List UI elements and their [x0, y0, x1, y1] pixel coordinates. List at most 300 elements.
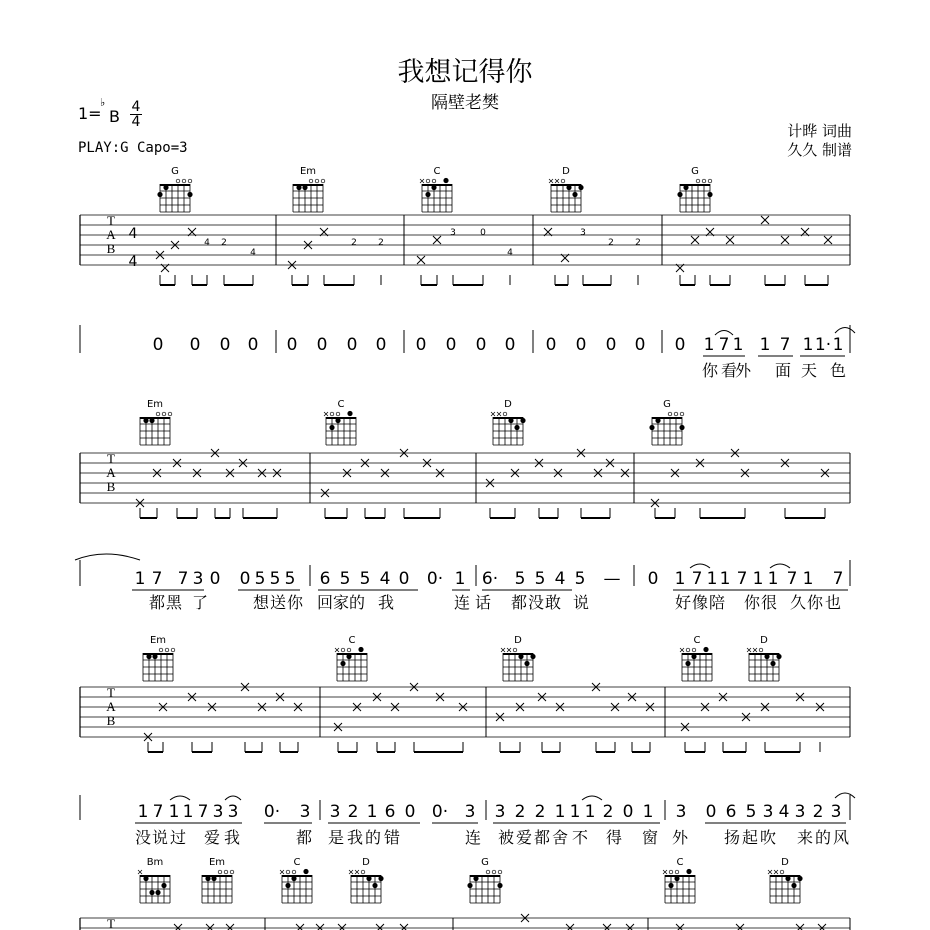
jianpu-note: 7: [718, 335, 730, 355]
tab-note-mark: [824, 236, 832, 244]
lyric-char: 我: [223, 828, 241, 847]
chord-finger-dot: [335, 418, 340, 423]
jianpu-note: 6: [384, 802, 396, 822]
chord-name: D: [504, 399, 512, 410]
jianpu-note: 3: [794, 802, 806, 822]
chord-diagram-g: [157, 166, 192, 212]
chord-finger-dot: [797, 876, 802, 881]
chord-name: G: [663, 399, 671, 410]
tab-clef-letter: A: [106, 699, 116, 714]
lyric-char: 都: [510, 593, 528, 612]
jianpu-note: 7: [152, 802, 164, 822]
chord-open-string: [156, 412, 160, 416]
jianpu-note: 0: [239, 569, 251, 589]
jianpu-note: 4: [554, 569, 566, 589]
chord-open-string: [702, 179, 706, 183]
jianpu-note: 7: [832, 569, 844, 589]
lyric-char: 敢: [544, 593, 562, 612]
lyric-char: 都: [533, 828, 551, 847]
chord-finger-dot: [514, 425, 519, 430]
chord-finger-dot: [578, 185, 583, 190]
chord-finger-dot: [155, 890, 160, 895]
lyric-char: 窗: [641, 828, 659, 847]
lyric-char: 想: [252, 593, 270, 612]
slur-tie: [582, 796, 602, 800]
slur-tie: [170, 796, 190, 800]
lyric-char: 色: [829, 361, 847, 380]
jianpu-note: 1: [802, 569, 814, 589]
chord-finger-dot: [668, 883, 673, 888]
tab-note-mark: [566, 924, 574, 930]
lyric-char: 家: [332, 593, 350, 612]
chord-finger-dot: [785, 876, 790, 881]
lyric-char: 很: [760, 593, 778, 612]
chord-finger-dot: [211, 876, 216, 881]
tab-fret-number: 2: [635, 238, 641, 248]
chord-name: D: [562, 166, 570, 177]
jianpu-note: 1: [134, 569, 146, 589]
tab-staff-row4: [80, 916, 850, 930]
chord-finger-dot: [161, 883, 166, 888]
chord-open-string: [292, 870, 296, 874]
jianpu-note: 5: [574, 569, 586, 589]
chord-open-string: [759, 648, 763, 652]
chord-finger-dot: [703, 647, 708, 652]
lyric-char: 了: [191, 593, 209, 612]
jianpu-note: 3: [329, 802, 341, 822]
chord-finger-dot: [530, 654, 535, 659]
jianpu-note: 3: [830, 802, 842, 822]
chord-finger-dot: [674, 876, 679, 881]
chord-diagram-d: [501, 635, 536, 681]
chord-nut: [326, 417, 356, 419]
jianpu-note: 0: [545, 335, 557, 355]
chord-diagram-em: [140, 399, 172, 445]
lyric-char: 回: [316, 593, 334, 612]
lyric-char: 说: [572, 593, 590, 612]
lyric-char: 都: [295, 828, 313, 847]
lyric-char: 久: [789, 593, 807, 612]
jianpu-note: 2: [812, 802, 824, 822]
song-title: 我想记得你: [397, 57, 533, 88]
chord-open-string: [168, 412, 172, 416]
slur-tie: [75, 554, 140, 560]
chord-name: Bm: [146, 857, 164, 868]
transcriber-credit: 久久 制谱: [787, 141, 852, 159]
tab-fret-number: 2: [351, 238, 357, 248]
jianpu-note: 1: [168, 802, 180, 822]
key-prefix: 1=: [78, 104, 102, 123]
jianpu-note: 7: [151, 569, 163, 589]
lyric-char: 看: [720, 361, 738, 380]
lyric-char: 起: [741, 828, 759, 847]
tab-note-mark: [316, 924, 324, 930]
jianpu-note: 3: [762, 802, 774, 822]
jianpu-note: 5: [339, 569, 351, 589]
jianpu-note: 2: [602, 802, 614, 822]
tab-clef-letter: T: [107, 916, 115, 930]
chord-open-string: [309, 179, 313, 183]
time-signature-bottom: 4: [131, 114, 141, 130]
jianpu-note: 0: [575, 335, 587, 355]
chord-finger-dot: [520, 418, 525, 423]
jianpu-note: 0: [398, 569, 410, 589]
tab-fret-number: 4: [507, 248, 513, 258]
chord-name: C: [693, 635, 701, 646]
chord-open-string: [347, 648, 351, 652]
jianpu-note: 6: [319, 569, 331, 589]
tab-clef-letter: B: [106, 479, 116, 494]
jianpu-note: 0·: [431, 802, 449, 822]
lyric-char: 外: [671, 828, 689, 847]
chord-finger-dot: [679, 425, 684, 430]
chord-nut: [282, 875, 312, 877]
chord-open-string: [674, 412, 678, 416]
lyric-char: 像: [691, 593, 709, 612]
chord-diagram-em: [293, 166, 325, 212]
jianpu-note: 1: [569, 802, 581, 822]
lyric-char: 过: [169, 828, 187, 847]
jianpu-note: 7: [786, 569, 798, 589]
jianpu-note: —: [603, 569, 621, 589]
lyric-char: 外: [734, 361, 752, 380]
chord-finger-dot: [143, 418, 148, 423]
chord-name: C: [348, 635, 356, 646]
chord-nut: [682, 653, 712, 655]
jianpu-note: 7: [197, 802, 209, 822]
jianpu-note: 1: [642, 802, 654, 822]
lyric-char: 陪: [708, 593, 726, 612]
jianpu-note: 4: [778, 802, 790, 822]
tab-clef-letter: A: [106, 465, 116, 480]
time-signature-top: 4: [131, 99, 141, 115]
jianpu-note: 1·: [814, 335, 832, 355]
tab-note-mark: [206, 924, 214, 930]
chord-finger-dot: [152, 654, 157, 659]
chord-open-string: [171, 648, 175, 652]
chord-finger-dot: [443, 178, 448, 183]
chord-finger-dot: [473, 876, 478, 881]
chord-finger-dot: [683, 185, 688, 190]
chord-open-string: [176, 179, 180, 183]
slur-tie: [770, 564, 790, 568]
lyric-char: 说: [151, 828, 169, 847]
chord-nut: [337, 653, 367, 655]
lyric-char: 好: [674, 593, 692, 612]
chord-open-string: [162, 412, 166, 416]
chord-diagram-d: [747, 635, 782, 681]
chord-diagram-bm: [138, 857, 170, 903]
tab-clef-letter: T: [107, 213, 115, 228]
jianpu-note: 1: [802, 335, 814, 355]
chord-diagram-d: [349, 857, 384, 903]
chord-open-string: [680, 412, 684, 416]
lyric-char: 的: [814, 828, 832, 847]
chord-name: G: [481, 857, 489, 868]
chord-finger-dot: [291, 876, 296, 881]
tab-note-mark: [603, 924, 611, 930]
jianpu-note: 1: [706, 569, 718, 589]
chord-open-string: [692, 648, 696, 652]
chord-diagram-c: [280, 857, 312, 903]
chord-open-string: [503, 412, 507, 416]
chord-finger-dot: [431, 185, 436, 190]
jianpu-note: 4: [379, 569, 391, 589]
tab-note-mark: [781, 236, 789, 244]
jianpu-note: 5: [269, 569, 281, 589]
lyric-char: 你: [701, 361, 719, 380]
chord-nut: [503, 653, 533, 655]
jianpu-note: 0: [674, 335, 686, 355]
chord-finger-dot: [372, 883, 377, 888]
chord-finger-dot: [285, 883, 290, 888]
chord-name: C: [337, 399, 345, 410]
jianpu-note: 0: [605, 335, 617, 355]
chord-finger-dot: [347, 411, 352, 416]
chord-finger-dot: [649, 425, 654, 430]
singer-name: 隔壁老樊: [431, 93, 499, 113]
chord-finger-dot: [157, 192, 162, 197]
jianpu-note: 1: [719, 569, 731, 589]
tab-note-mark: [174, 924, 182, 930]
jianpu-note: 5: [359, 569, 371, 589]
chord-finger-dot: [378, 876, 383, 881]
jianpu-note: 0·: [426, 569, 444, 589]
jianpu-note: 0: [415, 335, 427, 355]
lyric-char: 得: [605, 828, 623, 847]
jianpu-note: 5: [534, 569, 546, 589]
chord-finger-dot: [677, 192, 682, 197]
chord-finger-dot: [685, 661, 690, 666]
chord-diagram-g: [649, 399, 684, 445]
chord-finger-dot: [791, 883, 796, 888]
chord-open-string: [513, 648, 517, 652]
chord-name: C: [293, 857, 301, 868]
chord-open-string: [696, 179, 700, 183]
chord-open-string: [165, 648, 169, 652]
tab-note-mark: [226, 924, 234, 930]
jianpu-note: 3: [464, 802, 476, 822]
jianpu-note: 6·: [481, 569, 499, 589]
chord-diagram-c: [324, 399, 356, 445]
chord-finger-dot: [346, 654, 351, 659]
lyric-char: 错: [383, 828, 401, 847]
lyric-char: 话: [474, 593, 492, 612]
lyric-char: 没: [134, 828, 152, 847]
tab-time-bottom: 4: [128, 254, 138, 270]
jianpu-note: 0: [622, 802, 634, 822]
chord-diagram-em: [202, 857, 234, 903]
chord-diagram-c: [420, 166, 452, 212]
chord-diagram-d: [549, 166, 584, 212]
jianpu-note: 0: [475, 335, 487, 355]
jianpu-note: 3: [212, 802, 224, 822]
chord-finger-dot: [497, 883, 502, 888]
chord-finger-dot: [524, 661, 529, 666]
chord-open-string: [361, 870, 365, 874]
lyric-char: 不: [571, 828, 589, 847]
chord-diagram-d: [491, 399, 526, 445]
chord-nut: [551, 184, 581, 186]
lyric-char: 的: [364, 828, 382, 847]
chord-nut: [351, 875, 381, 877]
lyric-char: 也: [824, 593, 842, 612]
jianpu-note: 0·: [263, 802, 281, 822]
chord-name: D: [514, 635, 522, 646]
jianpu-note: 3: [299, 802, 311, 822]
chord-finger-dot: [366, 876, 371, 881]
tab-clef-letter: A: [106, 227, 116, 242]
chord-name: D: [781, 857, 789, 868]
lyric-char: 扬: [723, 828, 741, 847]
jianpu-note: 3: [227, 802, 239, 822]
chord-finger-dot: [764, 654, 769, 659]
lyric-char: 是: [327, 828, 345, 847]
jianpu-note: 5: [514, 569, 526, 589]
jianpu-note: 3: [192, 569, 204, 589]
lyric-char: 面: [774, 361, 792, 380]
lyric-char: 天: [800, 361, 818, 380]
jianpu-note: 1: [732, 335, 744, 355]
jianpu-note: 0: [209, 569, 221, 589]
chord-name: G: [171, 166, 179, 177]
play-capo-info: PLAY:G Capo=3: [78, 140, 188, 156]
chord-finger-dot: [467, 883, 472, 888]
jianpu-note: 1: [674, 569, 686, 589]
jianpu-note: 7: [691, 569, 703, 589]
jianpu-note: 0: [316, 335, 328, 355]
jianpu-note: 1: [703, 335, 715, 355]
chord-name: C: [676, 857, 684, 868]
jianpu-note: 1: [137, 802, 149, 822]
tab-note-mark: [400, 924, 408, 930]
lyric-char: 的: [348, 593, 366, 612]
tab-time-top: 4: [128, 226, 138, 242]
chord-open-string: [686, 648, 690, 652]
lyric-char: 爱: [515, 828, 533, 847]
chord-finger-dot: [149, 890, 154, 895]
chord-diagram-g: [677, 166, 712, 212]
chord-open-string: [159, 648, 163, 652]
chord-open-string: [675, 870, 679, 874]
chord-finger-dot: [518, 654, 523, 659]
chord-open-string: [668, 412, 672, 416]
jianpu-note: 5: [745, 802, 757, 822]
jianpu-note: 7: [736, 569, 748, 589]
jianpu-note: 0: [705, 802, 717, 822]
slur-tie: [690, 564, 710, 568]
jianpu-note: 0: [375, 335, 387, 355]
jianpu-note: 0: [247, 335, 259, 355]
jianpu-note: 1: [759, 335, 771, 355]
jianpu-note: 6: [725, 802, 737, 822]
chord-diagram-em: [143, 635, 175, 681]
chord-name: G: [691, 166, 699, 177]
jianpu-note: 5: [254, 569, 266, 589]
jianpu-note: 1: [832, 335, 844, 355]
chord-finger-dot: [303, 869, 308, 874]
tab-note-mark: [376, 924, 384, 930]
chord-nut: [749, 653, 779, 655]
lyric-char: 被: [497, 828, 515, 847]
lyric-char: 都: [148, 593, 166, 612]
chord-open-string: [315, 179, 319, 183]
jianpu-note: 3: [675, 802, 687, 822]
jianpu-note: 0: [647, 569, 659, 589]
chord-open-string: [224, 870, 228, 874]
tab-note-mark: [626, 924, 634, 930]
chord-name: Em: [149, 635, 167, 646]
slur-tie: [835, 793, 855, 798]
chord-open-string: [780, 870, 784, 874]
jianpu-note: 2: [514, 802, 526, 822]
chord-finger-dot: [707, 192, 712, 197]
lyric-char: 我: [346, 828, 364, 847]
chord-name: D: [362, 857, 370, 868]
chord-open-string: [182, 179, 186, 183]
lyric-char: 没: [527, 593, 545, 612]
tab-note-mark: [736, 924, 744, 930]
tab-note-mark: [338, 924, 346, 930]
chord-open-string: [708, 179, 712, 183]
tab-note-mark: [818, 924, 826, 930]
tab-note-mark: [676, 924, 684, 930]
jianpu-note: 1: [182, 802, 194, 822]
chord-finger-dot: [572, 192, 577, 197]
tab-note-mark: [417, 256, 425, 264]
chord-finger-dot: [425, 192, 430, 197]
jianpu-note: 2: [347, 802, 359, 822]
jianpu-note: 1: [584, 802, 596, 822]
chord-finger-dot: [508, 418, 513, 423]
jianpu-note: 0: [445, 335, 457, 355]
lyric-char: 风: [832, 828, 850, 847]
key-note: B: [109, 107, 120, 126]
jianpu-note: 1: [454, 569, 466, 589]
chord-open-string: [321, 179, 325, 183]
lyric-char: 你: [743, 593, 761, 612]
tab-fret-number: 3: [450, 228, 456, 238]
tab-fret-number: 3: [580, 228, 586, 238]
chord-name: D: [760, 635, 768, 646]
chord-open-string: [336, 412, 340, 416]
chord-finger-dot: [163, 185, 168, 190]
chord-open-string: [286, 870, 290, 874]
chord-diagram-d: [768, 857, 803, 903]
lyricist-credit: 计晔 词曲: [787, 122, 852, 140]
tab-fret-number: 0: [480, 228, 486, 238]
chord-open-string: [218, 870, 222, 874]
lyric-char: 你: [806, 593, 824, 612]
chord-open-string: [492, 870, 496, 874]
chord-diagram-c: [680, 635, 712, 681]
chord-open-string: [561, 179, 565, 183]
tab-fret-number: 4: [250, 248, 256, 258]
chord-diagram-c: [335, 635, 367, 681]
tab-clef-letter: B: [106, 713, 116, 728]
slur-tie: [225, 796, 241, 800]
tab-note-mark: [761, 216, 769, 224]
jianpu-note: 0: [504, 335, 516, 355]
jianpu-note: 2: [534, 802, 546, 822]
chord-finger-dot: [691, 654, 696, 659]
tab-clef-letter: T: [107, 685, 115, 700]
tab-staff-row2: [80, 451, 850, 503]
chord-nut: [493, 417, 523, 419]
chord-name: C: [433, 166, 441, 177]
lyric-char: 爱: [203, 828, 221, 847]
tab-note-mark: [691, 236, 699, 244]
